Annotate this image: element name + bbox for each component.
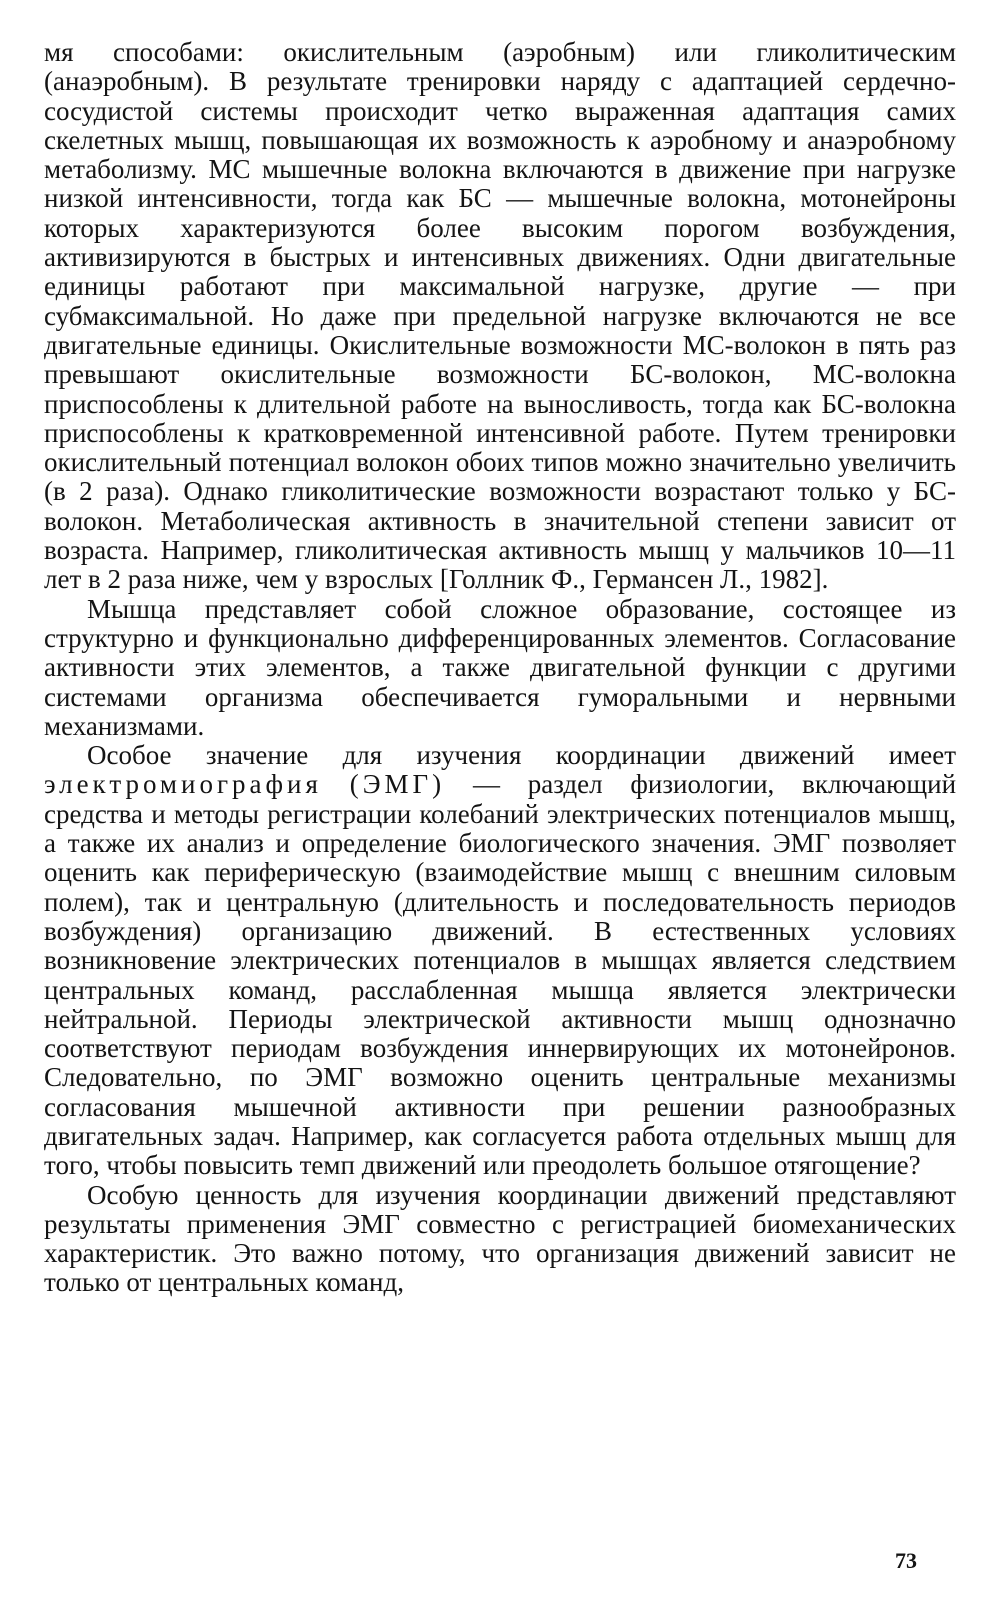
paragraph-3-rest: — раздел физиологии, включающий средства и методы регистрации колебаний электрических потенциалов мышц, а также их анализ и определение биологического значения. ЭМГ позволяет оценить как периферическую (взаимодействие мышц с внешним силовым полем), так и центральную (длительность и последовательность периодов возбуждения) организацию движений. В естественных условиях возникновение электрических потенциалов в мышцах является следствием центральных команд, расслабленная мышца является электрически нейтральной. Периоды электрической активности мышц однозначно соответствуют периодам возбуждения иннервирующих их мотонейронов. Следовательно, по ЭМГ возможно оценить центральные механизмы согласования мышечной активности при решении разнообразных двигательных задач. Например, как согласуется работа отдельных мышц для того, чтобы повысить темп движений или преодолеть большое отягощение? — [44, 769, 957, 1181]
paragraph-3 — [44, 741, 956, 1180]
paragraph-3-start: Особое значение для изучения координации движений имеет — [87, 740, 956, 771]
term-electromyography: электромиография — [44, 769, 322, 800]
paragraph-1: мя способами: окислительным (аэробным) или гликолитическим (анаэробным). В результате тренировки наряду с адаптацией сердечно-сосудистой системы происходит четко выраженная адаптация самих скелетных мышц, повышающая их возможность к аэробному и анаэробному метаболизму. МС мышечные волокна включаются в движение при нагрузке низкой интенсивности, тогда как БС — мышечные волокна, мотонейроны которых характеризуются более высоким порогом возбуждения, активизируются в быстрых и интенсивных движениях. Одни двигательные единицы работают при максимальной нагрузке, другие — при субмаксимальной. Но даже при предельной нагрузке включаются не все двигательные единицы. Окислительные возможности МС-волокон в пять раз превышают окислительные возможности БС-волокон, МС-волокна приспособлены к длительной работе на выносливость, тогда как БС-волокна приспособлены к кратковременной интенсивной работе. Путем тренировки окислительный потенциал волокон обоих типов можно значительно увеличить (в 2 раза). Однако гликолитические возможности возрастают только у БС-волокон. Метаболическая активность в значительной степени зависит от возраста. Например, гликолитическая активность мышц у мальчиков 10—11 лет в 2 раза ниже, чем у взрослых [Голлник Ф., Германсен Л., 1982]. — [44, 37, 956, 595]
page-number: 73 — [895, 1548, 917, 1573]
term-abbreviation: (ЭМГ) — [349, 769, 446, 800]
body-text — [44, 38, 956, 1298]
paragraph-4: Особую ценность для изучения координации движений представляют результаты применения ЭМГ совместно с регистрацией биомеханических характеристик. Это важно потому, что организация движений зависит не только от центральных команд, — [44, 1179, 956, 1298]
paragraph-2: Мышца представляет собой сложное образование, состоящее из структурно и функционально дифференцированных элементов. Согласование активности этих элементов, а также двигательной функции с другими системами организма обеспечивается гуморальными и нервными механизмами. — [44, 593, 956, 741]
